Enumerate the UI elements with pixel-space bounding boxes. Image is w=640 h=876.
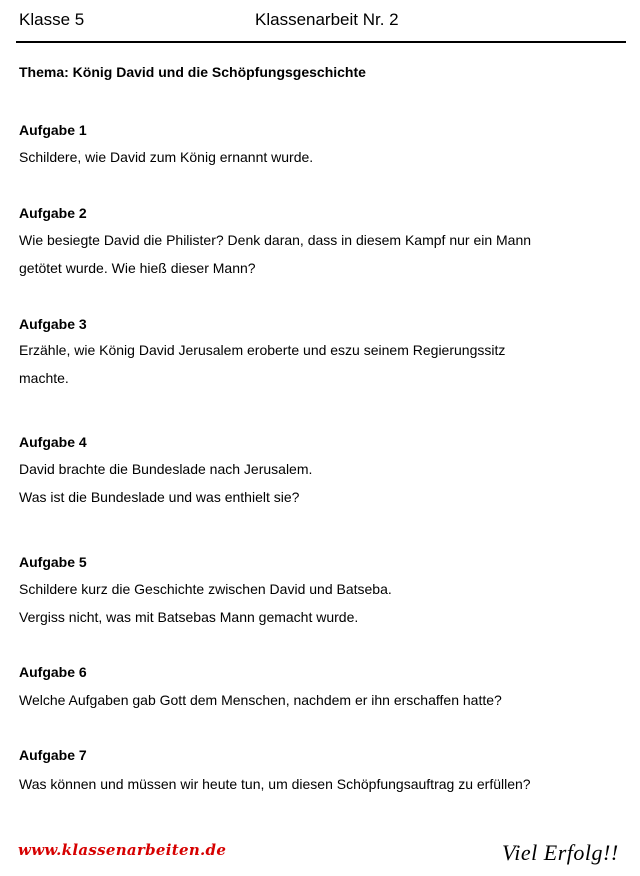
- task-text: Was können und müssen wir heute tun, um diesen Schöpfungsauftrag zu erfüllen?: [19, 776, 531, 792]
- task-text: Schildere, wie David zum König ernannt wurde.: [19, 149, 314, 165]
- task-text: Vergiss nicht, was mit Batsebas Mann gemacht wurde.: [19, 609, 359, 625]
- good-luck-wish: Viel Erfolg!!: [502, 840, 619, 865]
- task-text: Was ist die Bundeslade und was enthielt sie?: [19, 489, 300, 505]
- task-title: Aufgabe 1: [19, 122, 87, 138]
- task-text: Erzähle, wie König David Jerusalem eroberte und eszu seinem Regierungssitz: [19, 342, 506, 358]
- website-link[interactable]: www.klassenarbeiten.de: [18, 841, 227, 859]
- task-text: Wie besiegte David die Philister? Denk daran, dass in diesem Kampf nur ein Mann: [19, 232, 532, 248]
- task-title: Aufgabe 6: [19, 664, 87, 680]
- task-text: getötet wurde. Wie hieß dieser Mann?: [19, 260, 256, 276]
- task-title: Aufgabe 2: [19, 205, 87, 221]
- task-title: Aufgabe 5: [19, 554, 87, 570]
- header-rule: [16, 41, 626, 43]
- task-text: Schildere kurz die Geschichte zwischen David und Batseba.: [19, 581, 392, 597]
- exam-label: Klassenarbeit Nr. 2: [255, 10, 399, 29]
- task-title: Aufgabe 3: [19, 316, 87, 332]
- task-title: Aufgabe 4: [19, 434, 87, 450]
- task-text: machte.: [19, 370, 69, 386]
- task-title: Aufgabe 7: [19, 747, 87, 763]
- task-text: David brachte die Bundeslade nach Jerusalem.: [19, 461, 313, 477]
- topic-heading: Thema: König David und die Schöpfungsgeschichte: [19, 64, 366, 80]
- task-text: Welche Aufgaben gab Gott dem Menschen, nachdem er ihn erschaffen hatte?: [19, 692, 502, 708]
- class-label: Klasse 5: [19, 10, 85, 29]
